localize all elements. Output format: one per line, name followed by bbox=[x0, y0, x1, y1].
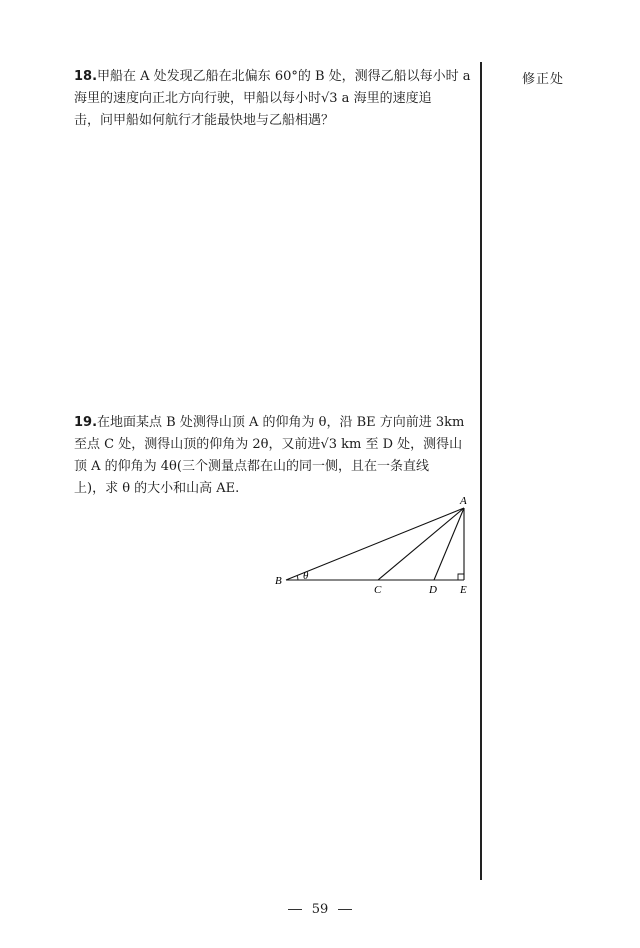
problem-18 bbox=[74, 66, 472, 132]
line-AC bbox=[378, 508, 464, 580]
angle-arc-theta bbox=[297, 576, 298, 581]
page-footer bbox=[0, 902, 640, 917]
problem-19 bbox=[74, 412, 472, 500]
problem-18-line-2: 海里的速度向正北方向行驶，甲船以每小时√3 a 海里的速度追 bbox=[74, 91, 432, 106]
label-C: C bbox=[374, 584, 382, 596]
problem-19-line-1: 19.在地面某点 B 处测得山顶 A 的仰角为 θ，沿 BE 方向前进 3km bbox=[74, 415, 465, 430]
problem-19-line-3: 顶 A 的仰角为 4θ(三个测量点都在山的同一侧，且在一条直线 bbox=[74, 459, 429, 474]
triangle-diagram bbox=[270, 494, 480, 604]
page-number: 59 bbox=[311, 902, 329, 917]
label-theta: θ bbox=[303, 570, 309, 582]
right-angle-mark bbox=[458, 574, 464, 580]
problem-19-line-2: 至点 C 处，测得山顶的仰角为 2θ，又前进√3 km 至 D 处，测得山 bbox=[74, 437, 463, 452]
problem-19-number: 19. bbox=[74, 415, 98, 430]
margin-correction-label: 修正处 bbox=[522, 72, 565, 87]
problem-19-line-4: 上)，求 θ 的大小和山高 AE. bbox=[74, 481, 240, 496]
footer-dash-right bbox=[338, 909, 352, 910]
label-A: A bbox=[460, 495, 467, 507]
margin-divider-line bbox=[480, 62, 482, 880]
line-AB bbox=[286, 508, 464, 580]
problem-18-line-3: 击，问甲船如何航行才能最快地与乙船相遇？ bbox=[74, 113, 335, 128]
label-B: B bbox=[275, 575, 282, 587]
label-D: D bbox=[429, 584, 437, 596]
triangle-figure bbox=[270, 494, 480, 608]
label-E: E bbox=[460, 584, 467, 596]
problem-18-number: 18. bbox=[74, 69, 98, 84]
problem-18-line-1: 18.甲船在 A 处发现乙船在北偏东 60°的 B 处，测得乙船以每小时 a bbox=[74, 69, 471, 84]
footer-dash-left bbox=[288, 909, 302, 910]
